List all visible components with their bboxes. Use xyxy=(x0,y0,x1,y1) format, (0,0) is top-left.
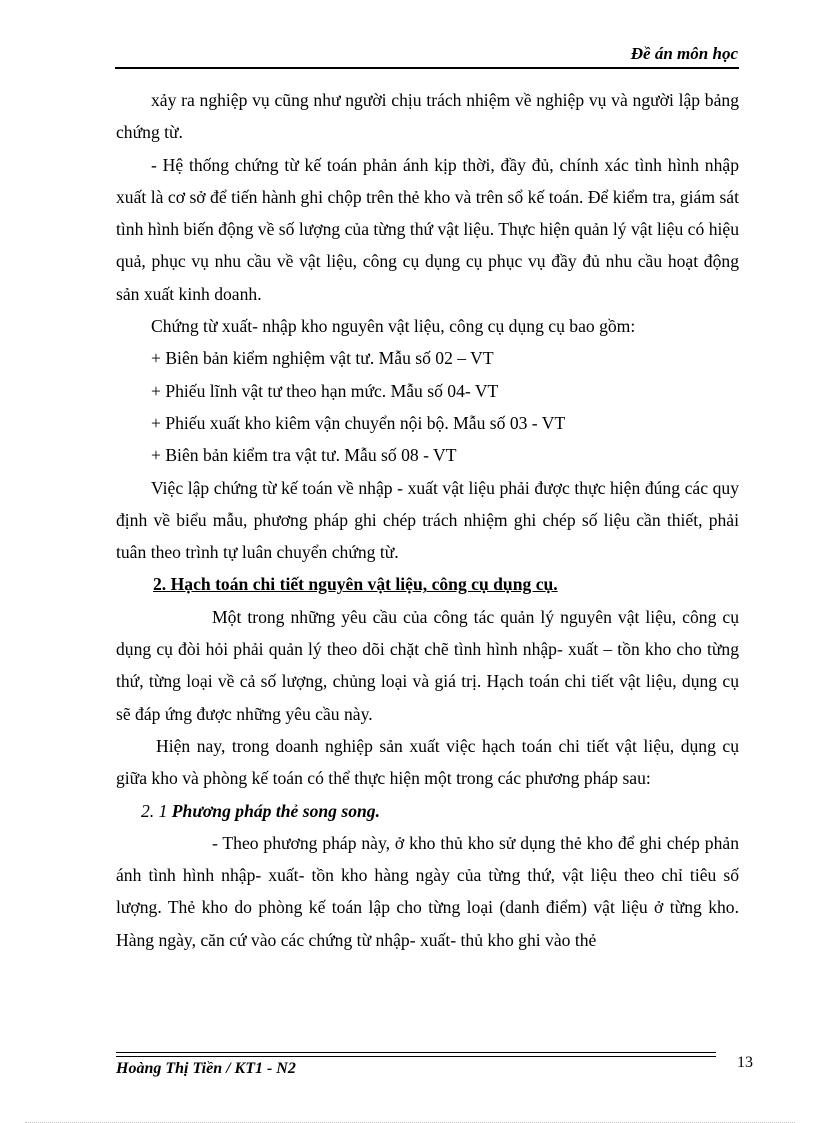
section-heading: 2. Hạch toán chi tiết nguyên vật liệu, công cụ dụng cụ. xyxy=(153,574,558,595)
list-item: + Biên bản kiểm tra vật tư. Mẫu số 08 - VT xyxy=(151,445,457,466)
header-divider xyxy=(115,67,739,69)
paragraph-requirements: Một trong những yêu cầu của công tác quản lý nguyên vật liệu, công cụ dụng cụ đòi hỏi phải quản lý theo dõi chặt chẽ tình hình nhập- xuất – tồn kho cho từng thứ, từng loại về cả số lượng, chủng loại và giá trị. Hạch toán chi tiết vật liệu, dụng cụ sẽ đáp ứng được những yêu cầu này. xyxy=(116,606,739,724)
footer-divider-bottom xyxy=(116,1056,716,1057)
paragraph-document-system: - Hệ thống chứng từ kế toán phản ánh kịp thời, đầy đủ, chính xác tình hình nhập xuất là cơ sở để tiến hành ghi chộp trên thẻ kho và trên sổ kế toán. Để kiểm tra, giám sát tình hình biến động về số lượng của từng thứ vật liệu. Thực hiện quản lý vật liệu có hiệu quả, phục vụ nhu cầu về vật liệu, công cụ dụng cụ phục vụ đầy đủ nhu cầu hoạt động sản xuất kinh doanh. xyxy=(116,154,739,304)
subsection-heading xyxy=(116,795,739,827)
header-title: Đề án môn học xyxy=(630,44,738,63)
document-body xyxy=(116,84,739,956)
list-item: + Phiếu xuất kho kiêm vận chuyển nội bộ. Mẫu số 03 - VT xyxy=(151,412,566,433)
paragraph-intro-continuation: xảy ra nghiệp vụ cũng như người chịu trách nhiệm về nghiệp vụ và người lập bảng chứng từ. xyxy=(116,90,739,143)
paragraph-document-list-intro: Chứng từ xuất- nhập kho nguyên vật liệu, công cụ dụng cụ bao gồm: xyxy=(151,316,636,337)
paragraph-methods-intro: Hiện nay, trong doanh nghiệp sản xuất việc hạch toán chi tiết vật liệu, dụng cụ giữa kho và phòng kế toán có thể thực hiện một trong các phương pháp sau: xyxy=(116,735,739,789)
paragraph-document-rules: Việc lập chứng từ kế toán về nhập - xuất vật liệu phải được thực hiện đúng các quy định về biểu mẫu, phương pháp ghi chép trách nhiệm ghi chép số liệu cần thiết, phải tuân theo trình tự luân chuyển chứng từ. xyxy=(116,477,739,563)
paragraph-parallel-method: - Theo phương pháp này, ở kho thủ kho sử dụng thẻ kho để ghi chép phản ánh tình hình nhập- xuất- tồn kho hàng ngày của từng thứ, vật liệu theo chỉ tiêu số lượng. Thẻ kho do phòng kế toán lập cho từng loại (danh điểm) vật liệu ở từng kho. Hàng ngày, căn cứ vào các chứng từ nhập- xuất- thủ kho ghi vào thẻ xyxy=(116,832,739,950)
footer-author: Hoàng Thị Tiền / KT1 - N2 xyxy=(116,1060,296,1077)
list-item: + Phiếu lĩnh vật tư theo hạn mức. Mẫu số 04- VT xyxy=(151,380,499,401)
page-number: 13 xyxy=(737,1054,753,1071)
list-item: + Biên bản kiểm nghiệm vật tư. Mẫu số 02 – VT xyxy=(151,348,494,369)
footer-divider-top xyxy=(116,1052,716,1053)
subsection-title: Phương pháp thẻ song song. xyxy=(171,800,380,821)
subsection-number: 2. 1 xyxy=(141,800,168,821)
